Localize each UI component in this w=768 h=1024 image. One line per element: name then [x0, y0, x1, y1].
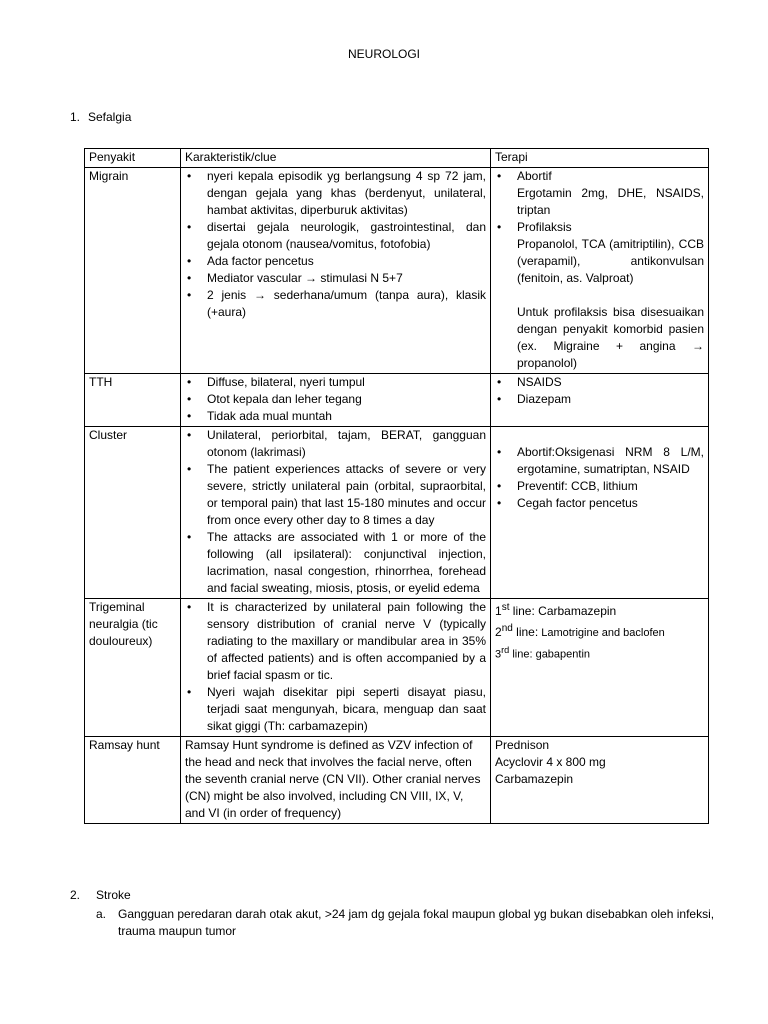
- list-item: • Cegah factor pencetus: [495, 495, 704, 512]
- list-item: • NSAIDS: [495, 374, 704, 391]
- table-row-cluster: [85, 427, 709, 599]
- therapy-cell: [491, 427, 709, 599]
- second-line: 2nd line: Lamotrigine and baclofen: [495, 623, 665, 639]
- therapy-item: Prednison: [495, 738, 550, 752]
- list-item: • Abortif: [495, 168, 704, 185]
- therapy-cell: [491, 374, 709, 427]
- characteristics-cell: [181, 599, 491, 737]
- stroke-definition: [96, 906, 718, 940]
- third-line: 3rd line: gabapentin: [495, 645, 591, 661]
- table-row-tth: [85, 374, 709, 427]
- therapy-item: Carbamazepin: [495, 772, 574, 786]
- characteristics-cell: [181, 374, 491, 427]
- list-item: • Mediator vascular → stimulasi N 5+7: [185, 270, 486, 287]
- disease-name: Migrain: [85, 168, 181, 374]
- characteristics-cell: [181, 168, 491, 374]
- list-item: • Profilaksis: [495, 219, 704, 236]
- list-item: • The patient experiences attacks of severe or very severe, strictly unilateral pain (orbital, supraorbital, or temporal pain) that last 15-180 minutes and occur from once every other day to 8 times a day: [185, 461, 486, 529]
- therapy-item: Acyclovir 4 x 800 mg: [495, 755, 606, 769]
- therapy-detail: Propanolol, TCA (amitriptilin), CCB (verapamil), antikonvulsan (fenitoin, as. Valproat): [517, 237, 704, 285]
- list-item: • The attacks are associated with 1 or more of the following (all ipsilateral): conjunctival injection, lacrimation, nasal congestion, rhinorrhea, forehead and facial sweating, miosis, ptosis, or eyelid edema: [185, 529, 486, 597]
- disease-name: Cluster: [85, 427, 181, 599]
- therapy-cell: [491, 168, 709, 374]
- first-line: 1st line: Carbamazepin: [495, 602, 617, 618]
- table-row-trigeminal: [85, 599, 709, 737]
- therapy-cell: [491, 599, 709, 737]
- list-item: • Nyeri wajah disekitar pipi seperti disayat piasu, terjadi saat mengunyah, bicara, menguap dan saat sikat giggi (Th: carbamazepin): [185, 684, 486, 735]
- list-letter: a.: [96, 907, 107, 921]
- list-item: • Diffuse, bilateral, nyeri tumpul: [185, 374, 486, 391]
- section-number: 2.: [70, 888, 81, 902]
- section-heading-sefalgia: [70, 109, 131, 126]
- therapy-detail: Ergotamin 2mg, DHE, NSAIDS, triptan: [517, 186, 704, 217]
- header-penyakit: Penyakit: [85, 149, 181, 168]
- therapy-note: Untuk profilaksis bisa disesuaikan dengan penyakit komorbid pasien (ex. Migraine + angina → propanolol): [517, 305, 704, 370]
- list-item: • Tidak ada mual muntah: [185, 408, 486, 425]
- list-item: • disertai gejala neurologik, gastrointestinal, dan gejala otonom (nausea/vomitus, fotofobia): [185, 219, 486, 253]
- disease-name: Trigeminal neuralgia (tic douloureux): [85, 599, 181, 737]
- sefalgia-table: [84, 148, 709, 824]
- list-item: • Otot kepala dan leher tegang: [185, 391, 486, 408]
- disease-name: Ramsay hunt: [85, 737, 181, 824]
- page-title: NEUROLOGI: [347, 47, 420, 61]
- section-heading-stroke: [70, 887, 131, 904]
- characteristics-cell: [181, 427, 491, 599]
- list-item: • 2 jenis → sederhana/umum (tanpa aura), klasik (+aura): [185, 287, 486, 321]
- list-item: • It is characterized by unilateral pain following the sensory distribution of cranial nerve V (typically radiating to the maxillary or mandibular area in 35% of affected patients) and is often accompanied by a brief facial spasm or tic.: [185, 599, 486, 684]
- table-header-row: [85, 149, 709, 168]
- characteristics-cell: Ramsay Hunt syndrome is defined as VZV infection of the head and neck that involves the facial nerve, often the seventh cranial nerve (CN VII). Other cranial nerves (CN) might be also involved, including CN VIII, IX, V, and VI (in order of frequency): [181, 737, 491, 824]
- table-row-migrain: [85, 168, 709, 374]
- list-item: • Diazepam: [495, 391, 704, 408]
- list-item: • nyeri kepala episodik yg berlangsung 4 sp 72 jam, dengan gejala yang khas (berdenyut, unilateral, hambat aktivitas, diperburuk aktivitas): [185, 168, 486, 219]
- list-item: • Ada factor pencetus: [185, 253, 486, 270]
- section-title: Sefalgia: [88, 110, 132, 124]
- header-terapi: Terapi: [491, 149, 709, 168]
- therapy-cell: [491, 737, 709, 824]
- list-item: • Abortif:Oksigenasi NRM 8 L/M, ergotamine, sumatriptan, NSAID: [495, 444, 704, 478]
- list-item: • Unilateral, periorbital, tajam, BERAT, gangguan otonom (lakrimasi): [185, 427, 486, 461]
- stroke-definition-text: Gangguan peredaran darah otak akut, >24 jam dg gejala fokal maupun global yg bukan disebabkan oleh infeksi, trauma maupun tumor: [118, 907, 715, 938]
- section-number: 1.: [70, 110, 81, 124]
- disease-name: TTH: [85, 374, 181, 427]
- list-item: • Preventif: CCB, lithium: [495, 478, 704, 495]
- table-row-ramsay: [85, 737, 709, 824]
- header-karakteristik: Karakteristik/clue: [181, 149, 491, 168]
- section-title: Stroke: [96, 888, 131, 902]
